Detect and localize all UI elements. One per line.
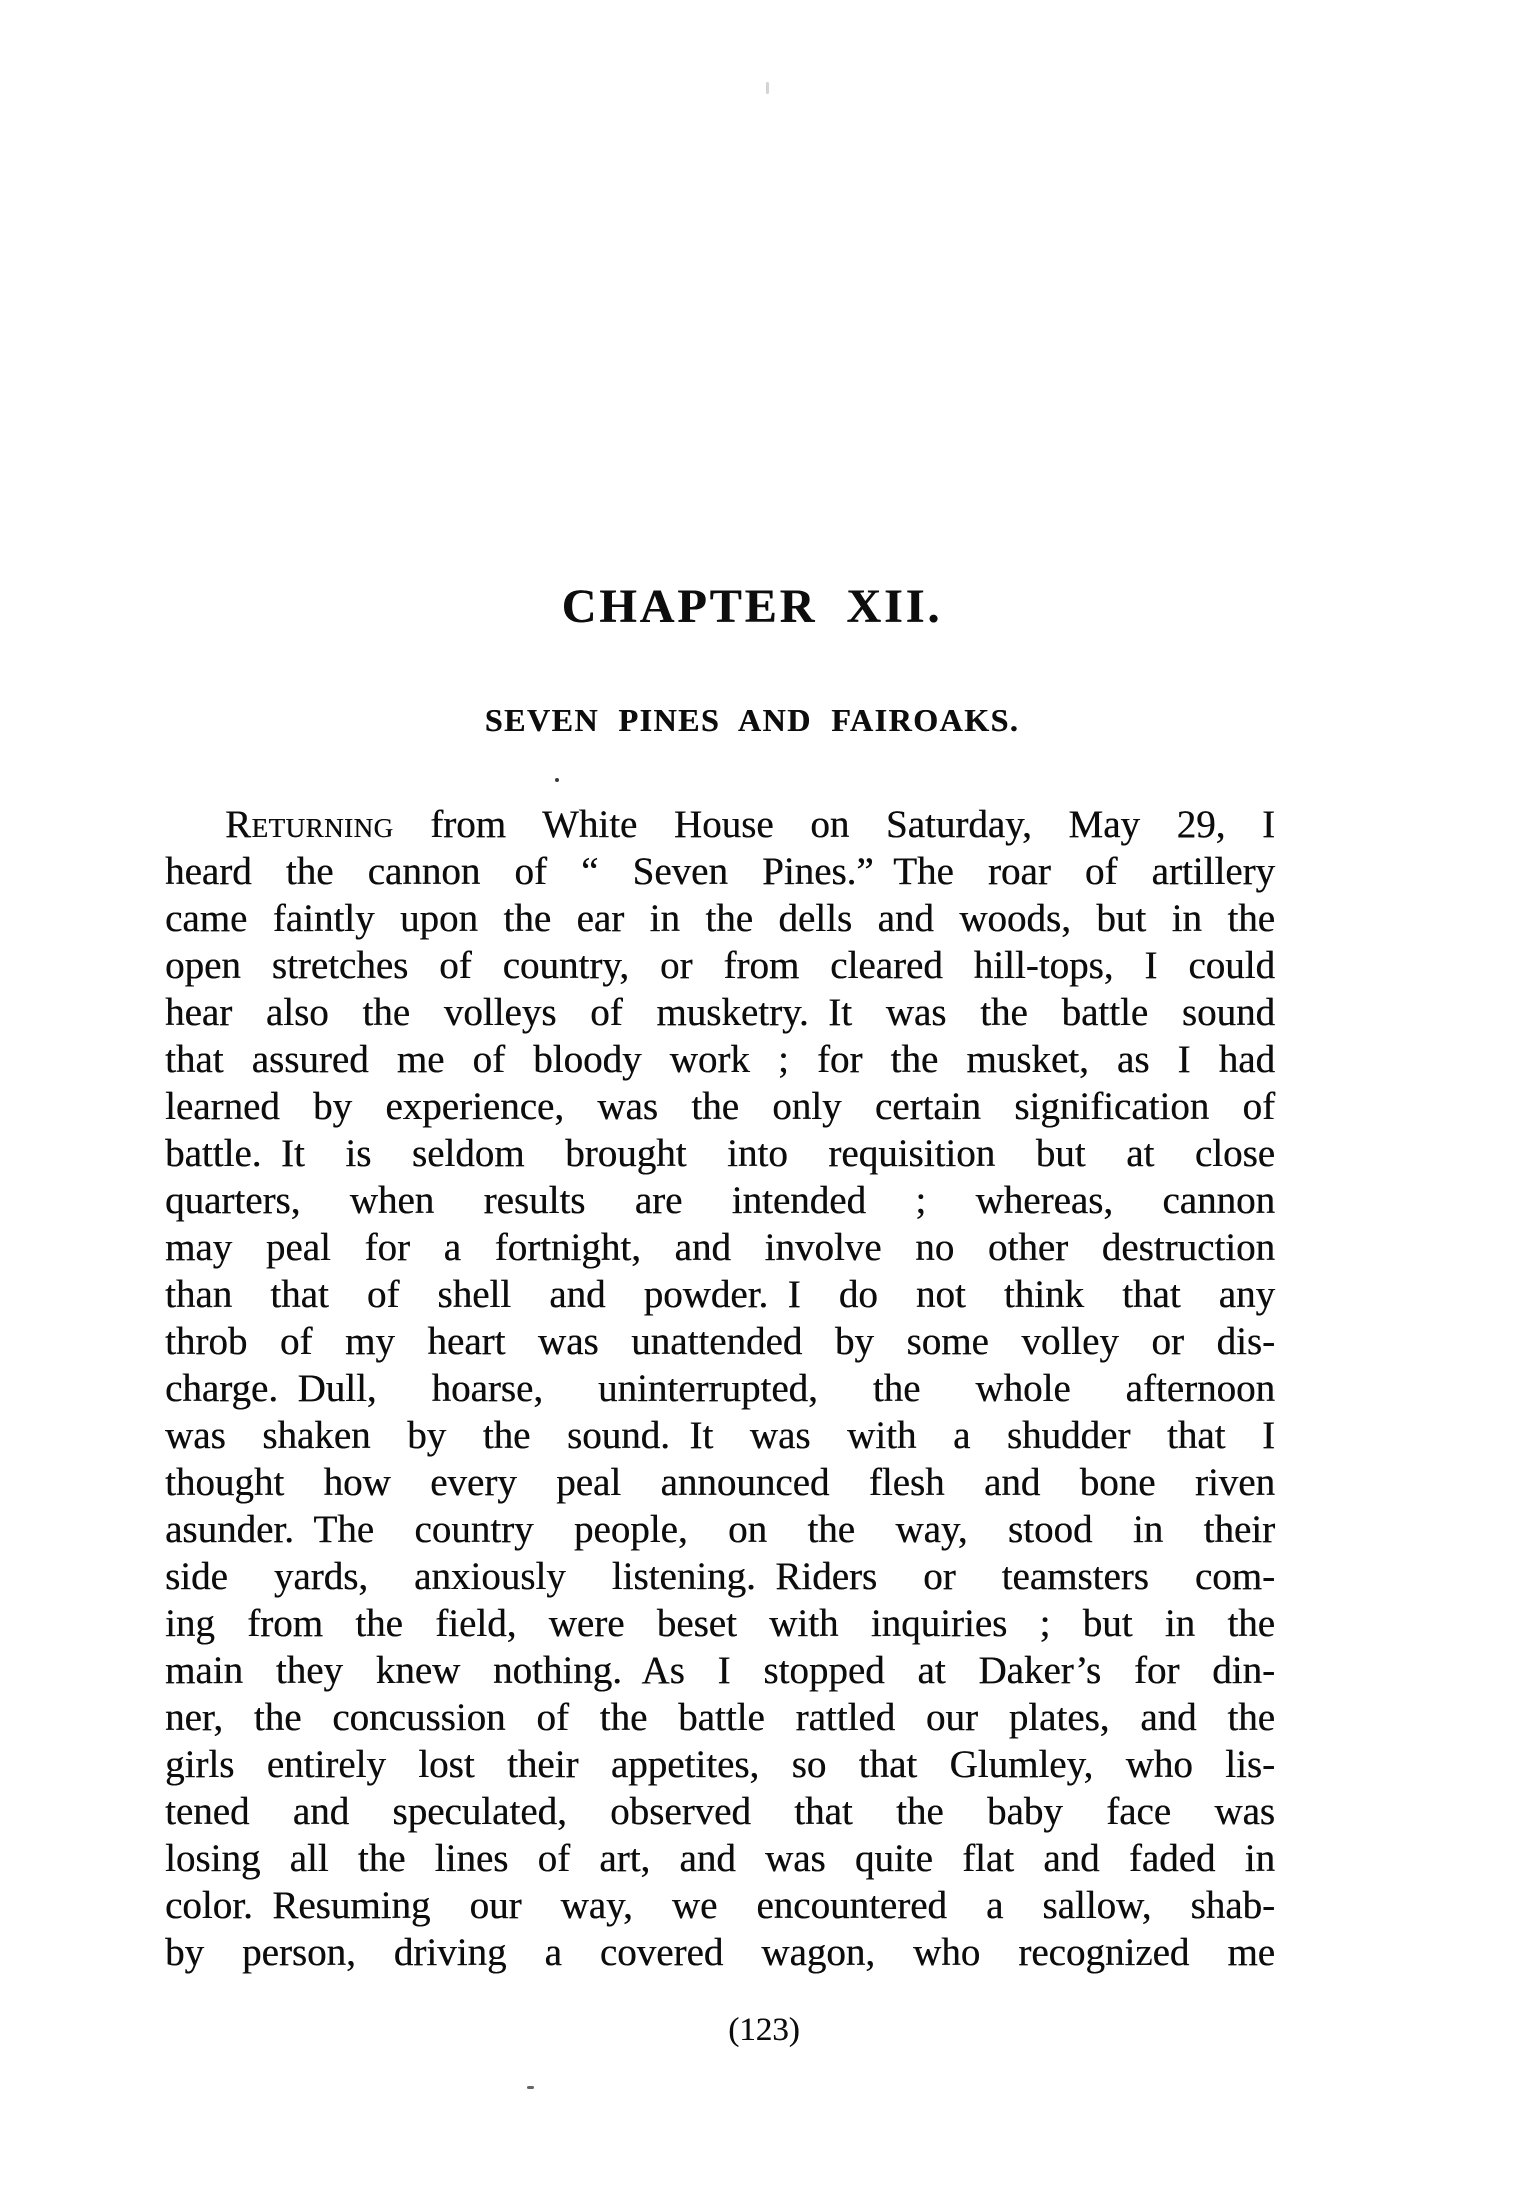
- body-line-first: [165, 801, 1275, 848]
- body-line: heard the cannon of “ Seven Pines.” The roar of artillery: [165, 850, 1275, 893]
- body-line: main they knew nothing. As I stopped at Daker’s for din-: [165, 1649, 1275, 1692]
- body-line: that assured me of bloody work ; for the musket, as I had: [165, 1038, 1275, 1081]
- body-line: hear also the volleys of musketry. It was the battle sound: [165, 991, 1275, 1034]
- ink-speck: [555, 778, 559, 782]
- ink-speck: [527, 2086, 534, 2089]
- body-line: ner, the concussion of the battle rattled our plates, and the: [165, 1696, 1275, 1739]
- body-line: tened and speculated, observed that the baby face was: [165, 1790, 1275, 1833]
- body-line: learned by experience, was the only certain signification of: [165, 1085, 1275, 1128]
- body-line: color. Resuming our way, we encountered a sallow, shab-: [165, 1884, 1275, 1927]
- body-line: battle. It is seldom brought into requisition but at close: [165, 1132, 1275, 1175]
- body-line: quarters, when results are intended ; whereas, cannon: [165, 1179, 1275, 1222]
- body-line: charge. Dull, hoarse, uninterrupted, the whole afternoon: [165, 1367, 1275, 1410]
- body-line: by person, driving a covered wagon, who recognized me: [165, 1931, 1275, 1974]
- body-paragraph: [165, 801, 1275, 1976]
- body-line: ing from the field, were beset with inquiries ; but in the: [165, 1602, 1275, 1645]
- body-line-first-rest: from White House on Saturday, May 29, I: [393, 803, 1275, 846]
- scan-artifact-speck: [766, 82, 769, 94]
- section-heading: SEVEN PINES AND FAIROAKS.: [484, 702, 1020, 738]
- body-line: came faintly upon the ear in the dells and woods, but in the: [165, 897, 1275, 940]
- body-line: losing all the lines of art, and was quite flat and faded in: [165, 1837, 1275, 1880]
- body-line: girls entirely lost their appetites, so that Glumley, who lis-: [165, 1743, 1275, 1786]
- body-line: was shaken by the sound. It was with a shudder that I: [165, 1414, 1275, 1457]
- chapter-heading: CHAPTER XII.: [561, 580, 943, 633]
- body-line: thought how every peal announced flesh and bone riven: [165, 1461, 1275, 1504]
- body-line: side yards, anxiously listening. Riders or teamsters com-: [165, 1555, 1275, 1598]
- body-line: throb of my heart was unattended by some volley or dis-: [165, 1320, 1275, 1363]
- page-number: (123): [728, 2012, 800, 2048]
- lead-word-smallcaps: Returning: [225, 803, 394, 846]
- body-line: asunder. The country people, on the way, stood in their: [165, 1508, 1275, 1551]
- body-line: open stretches of country, or from cleared hill-tops, I could: [165, 944, 1275, 987]
- body-line: may peal for a fortnight, and involve no other destruction: [165, 1226, 1275, 1269]
- body-line: than that of shell and powder. I do not think that any: [165, 1273, 1275, 1316]
